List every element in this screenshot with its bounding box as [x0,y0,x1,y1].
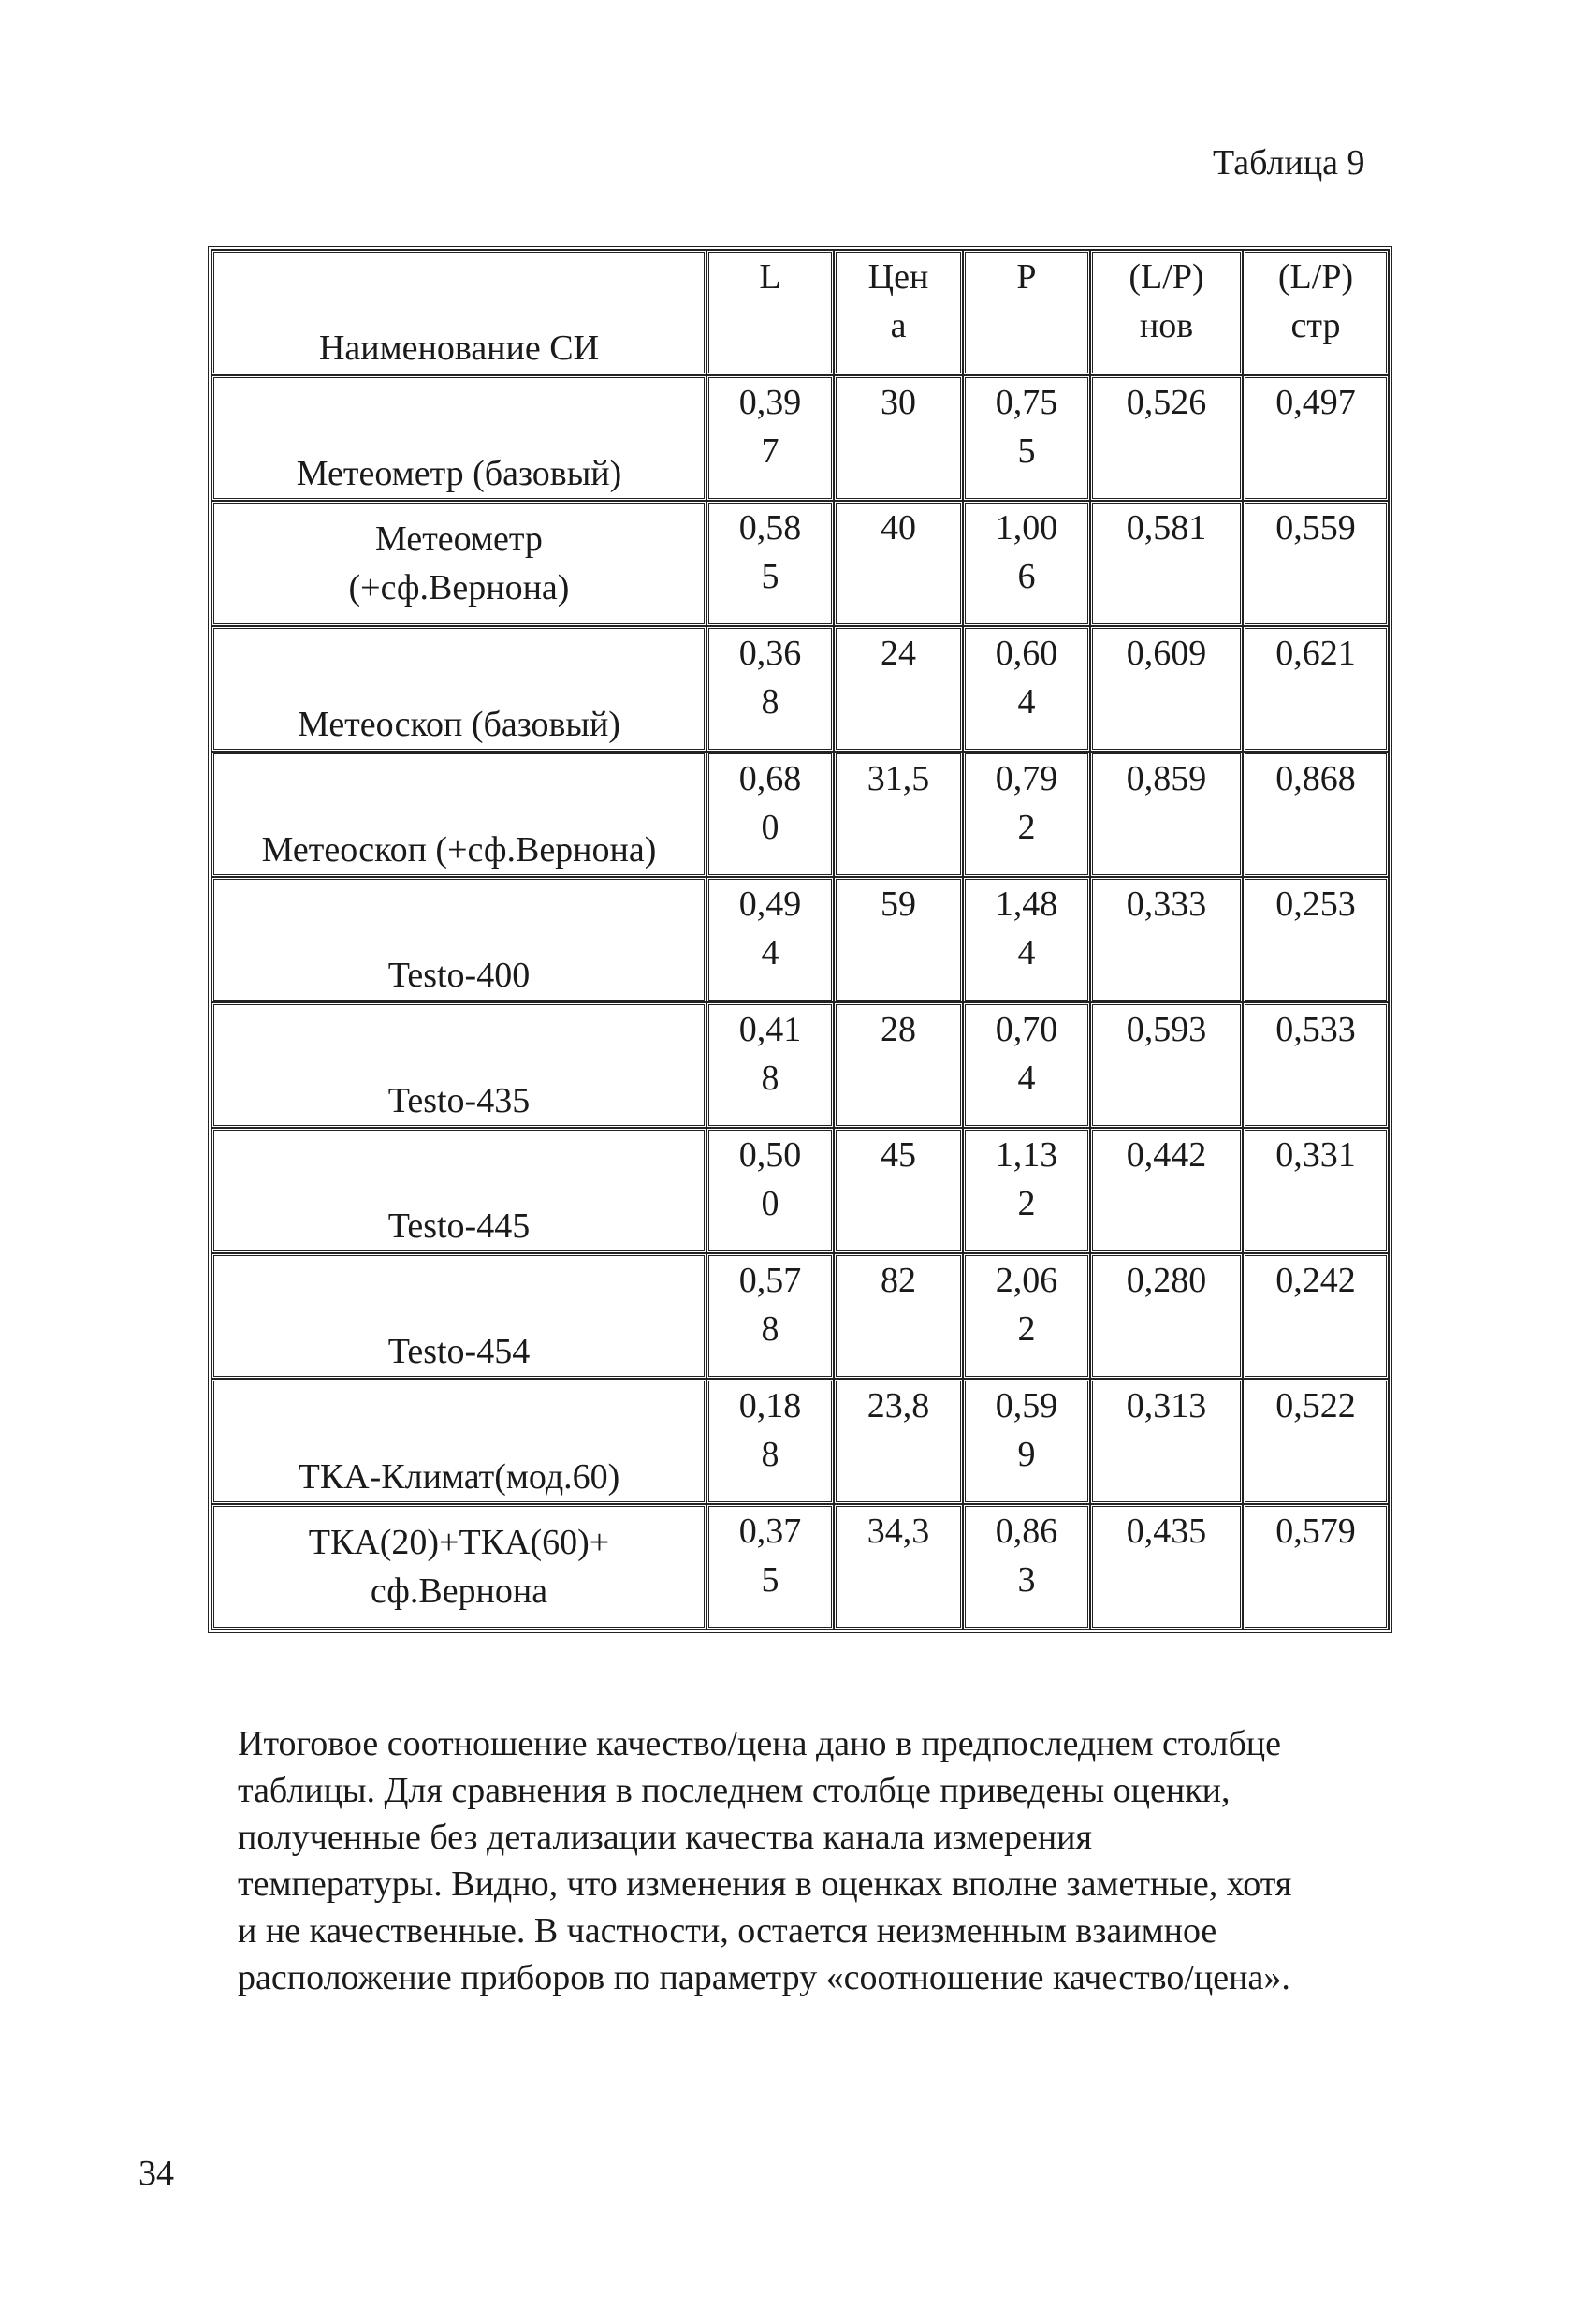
cell-line: 0,435 [1126,1512,1207,1551]
cell-p [963,877,1090,1002]
cell-line: Наименование СИ [318,329,600,368]
cell-line: 0,313 [1126,1386,1207,1425]
cell-line: 0,609 [1126,634,1207,673]
table-row [211,752,1389,877]
cell-line: 0,50 [738,1135,802,1175]
cell-lp-new [1090,877,1243,1002]
cell-line: 0,41 [738,1010,802,1049]
cell-line: 5 [1017,431,1036,471]
cell-line: 0,593 [1126,1010,1207,1049]
cell-line: 0,581 [1126,508,1207,548]
cell-lp-old [1243,626,1389,752]
table-row [211,1128,1389,1253]
cell-lp-new [1090,1253,1243,1379]
table-row [211,1002,1389,1128]
cell-line: P [1016,257,1037,297]
cell-lp-new [1090,1379,1243,1504]
cell-line: 0,333 [1126,884,1207,924]
cell-l [706,752,834,877]
header-cell-lp-old [1243,250,1389,375]
cell-line: 7 [761,431,779,471]
cell-name [211,752,706,877]
header-row [211,250,1389,375]
cell-l [706,501,834,626]
cell-line: 31,5 [867,759,930,798]
cell-line: 40 [881,508,916,548]
cell-line: 0,18 [738,1386,802,1425]
cell-p [963,1253,1090,1379]
cell-line: 0,57 [738,1261,802,1300]
cell-l [706,1128,834,1253]
cell-line: ТКА(20)+ТКА(60)+ [308,1523,610,1562]
cell-name [211,1128,706,1253]
cell-line: 0,331 [1275,1135,1356,1175]
cell-line: 0,868 [1275,759,1356,798]
cell-lp-old [1243,877,1389,1002]
table-row [211,877,1389,1002]
cell-line: 0,70 [995,1010,1058,1049]
cell-line: 0,859 [1126,759,1207,798]
cell-l [706,1253,834,1379]
cell-line: 0,60 [995,634,1058,673]
cell-lp-new [1090,501,1243,626]
cell-line: 4 [1017,933,1036,972]
table-row [211,375,1389,501]
cell-line: 0,49 [738,884,802,924]
cell-line: 0,497 [1275,383,1356,422]
cell-l [706,375,834,501]
cell-line: 1,13 [995,1135,1058,1175]
cell-lp-new [1090,375,1243,501]
cell-line: Метеометр [375,519,543,559]
cell-name [211,626,706,752]
cell-line: L [759,257,781,297]
cell-name [211,375,706,501]
cell-name [211,1504,706,1630]
cell-name [211,1253,706,1379]
cell-line: 0,559 [1275,508,1356,548]
cell-price [834,1504,963,1630]
cell-line: 0,39 [738,383,802,422]
table-row [211,501,1389,626]
cell-line: 3 [1017,1560,1036,1600]
cell-p [963,1379,1090,1504]
table-row [211,626,1389,752]
table-row [211,1253,1389,1379]
cell-line: Метеоскоп (+сф.Вернона) [261,830,657,870]
cell-line: 82 [881,1261,916,1300]
cell-line: (+сф.Вернона) [348,568,570,607]
cell-lp-old [1243,1253,1389,1379]
conclusion-paragraph: Итоговое соотношение качество/цена дано в предпоследнем столбце таблицы. Для сравнения в последнем столбце приведены оценки, полученные без детализации качества канала измерения температуры. Видно, что изменения в оценках вполне заметные, хотя и не качественные. В частности, остается неизменным взаимное расположение приборов по параметру «соотношение качество/цена». [238,1724,1292,1997]
cell-lp-new [1090,752,1243,877]
cell-line: 24 [881,634,916,673]
cell-line: 0,86 [995,1512,1058,1551]
cell-line: 45 [881,1135,916,1175]
header-cell-lp-new [1090,250,1243,375]
cell-line: 5 [761,557,779,596]
cell-line: Testo-400 [387,956,531,995]
cell-line: 1,00 [995,508,1058,548]
page-number: 34 [138,2154,174,2193]
cell-line: 23,8 [867,1386,930,1425]
cell-line: 0,75 [995,383,1058,422]
cell-p [963,375,1090,501]
cell-name [211,501,706,626]
cell-price [834,1253,963,1379]
cell-line: Testo-445 [387,1206,531,1246]
cell-l [706,1504,834,1630]
cell-line: 0,36 [738,634,802,673]
cell-line: ТКА-Климат(мод.60) [298,1457,620,1497]
cell-line: 0 [761,808,779,847]
cell-line: 4 [1017,682,1036,722]
cell-line: Testo-435 [387,1081,531,1120]
cell-p [963,1504,1090,1630]
cell-line: 0,579 [1275,1512,1356,1551]
header-cell-p [963,250,1090,375]
cell-line: 0,37 [738,1512,802,1551]
comparison-table [208,246,1392,1633]
cell-l [706,877,834,1002]
cell-price [834,752,963,877]
cell-lp-old [1243,1002,1389,1128]
header-cell-l [706,250,834,375]
cell-line: 0,68 [738,759,802,798]
cell-line: Метеометр (базовый) [296,454,622,493]
cell-price [834,1002,963,1128]
cell-line: 6 [1017,557,1036,596]
table-body [211,250,1389,1630]
cell-l [706,626,834,752]
cell-line: Testo-454 [387,1332,531,1371]
cell-line: (L/P) [1277,257,1354,297]
cell-p [963,752,1090,877]
cell-name [211,1002,706,1128]
cell-line: 0,526 [1126,383,1207,422]
cell-line: 8 [761,1435,779,1474]
cell-line: Цен [867,257,929,297]
cell-lp-old [1243,375,1389,501]
cell-line: 0,533 [1275,1010,1356,1049]
cell-line: 28 [881,1010,916,1049]
table-row [211,1379,1389,1504]
cell-line: 5 [761,1560,779,1600]
cell-price [834,877,963,1002]
cell-p [963,501,1090,626]
cell-price [834,1379,963,1504]
cell-line: сф.Вернона [370,1571,548,1611]
cell-line: 0 [761,1184,779,1223]
cell-line: 8 [761,1059,779,1098]
cell-l [706,1379,834,1504]
cell-lp-old [1243,1504,1389,1630]
table-row [211,1504,1389,1630]
cell-line: 1,48 [995,884,1058,924]
cell-line: 9 [1017,1435,1036,1474]
cell-line: Метеоскоп (базовый) [298,705,620,744]
cell-lp-new [1090,1002,1243,1128]
header-cell-name [211,250,706,375]
cell-p [963,626,1090,752]
cell-lp-new [1090,626,1243,752]
cell-line: 0,242 [1275,1261,1356,1300]
cell-line: а [890,306,907,345]
cell-p [963,1128,1090,1253]
cell-line: 2 [1017,1309,1036,1349]
cell-price [834,1128,963,1253]
cell-line: 0,522 [1275,1386,1356,1425]
cell-lp-new [1090,1128,1243,1253]
cell-line: нов [1139,306,1194,345]
cell-price [834,501,963,626]
cell-l [706,1002,834,1128]
table-caption: Таблица 9 [1213,143,1365,183]
cell-price [834,375,963,501]
cell-line: 8 [761,682,779,722]
cell-lp-new [1090,1504,1243,1630]
header-cell-price [834,250,963,375]
cell-line: 2 [1017,808,1036,847]
cell-name [211,877,706,1002]
cell-line: стр [1290,306,1341,345]
cell-lp-old [1243,501,1389,626]
cell-price [834,626,963,752]
cell-line: (L/P) [1129,257,1204,297]
cell-line: 34,3 [867,1512,930,1551]
cell-line: 59 [881,884,916,924]
cell-line: 0,79 [995,759,1058,798]
cell-line: 0,280 [1126,1261,1207,1300]
cell-line: 0,621 [1275,634,1356,673]
cell-line: 0,442 [1126,1135,1207,1175]
cell-line: 30 [881,383,916,422]
cell-line: 4 [761,933,779,972]
cell-line: 2 [1017,1184,1036,1223]
cell-line: 0,59 [995,1386,1058,1425]
cell-name [211,1379,706,1504]
cell-line: 0,253 [1275,884,1356,924]
cell-p [963,1002,1090,1128]
cell-lp-old [1243,1379,1389,1504]
cell-lp-old [1243,752,1389,877]
cell-line: 4 [1017,1059,1036,1098]
cell-line: 2,06 [995,1261,1058,1300]
cell-line: 8 [761,1309,779,1349]
cell-line: 0,58 [738,508,802,548]
cell-lp-old [1243,1128,1389,1253]
